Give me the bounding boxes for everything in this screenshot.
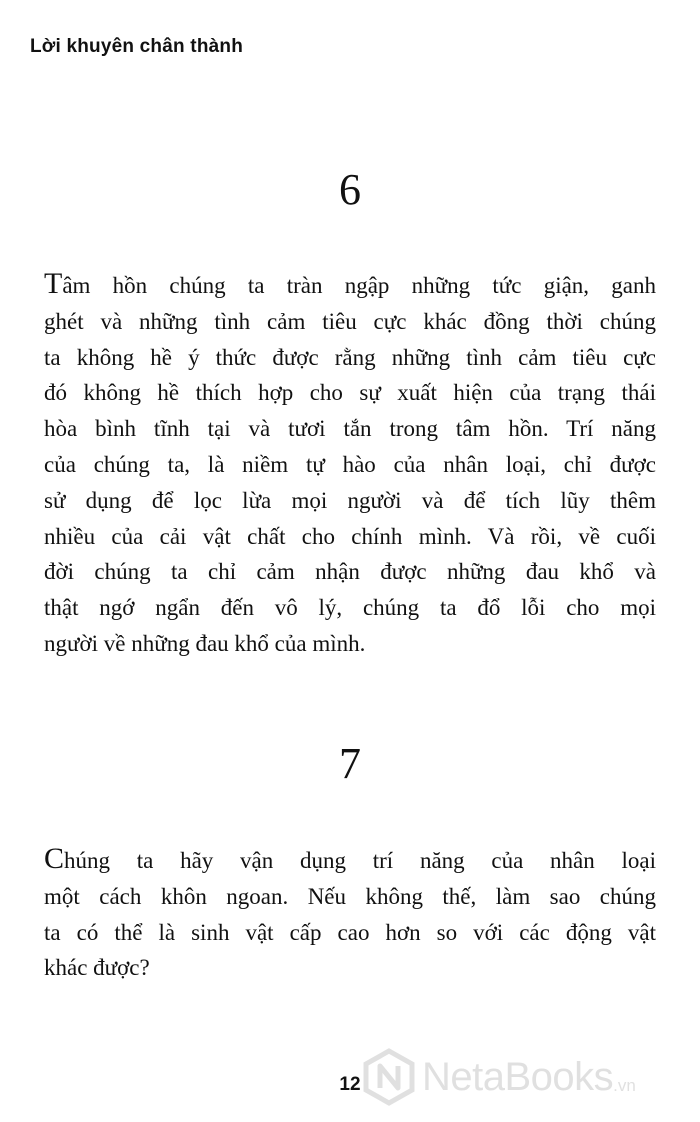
watermark (360, 1048, 636, 1106)
section-6-line: của chúng ta, là niềm tự hào của nhân loại, chỉ được (44, 451, 656, 477)
netabooks-logo-icon (360, 1048, 418, 1106)
section-6-line: sử dụng để lọc lừa mọi người và để tích lũy thêm (44, 487, 656, 513)
section-6-line: ta không hề ý thức được rằng những tình cảm tiêu cực (44, 344, 656, 370)
watermark-text: NetaBooks (422, 1054, 614, 1099)
section-6-line: người về những đau khổ của mình. (44, 630, 366, 656)
line-text: âm hồn chúng ta tràn ngập những tức giận, ganh (62, 273, 656, 298)
section-7-line: ta có thể là sinh vật cấp cao hơn so với các động vật (44, 919, 656, 945)
section-6-line: đó không hề thích hợp cho sự xuất hiện của trạng thái (44, 380, 656, 406)
section-7-line (44, 843, 656, 879)
running-header: Lời khuyên chân thành (30, 36, 244, 57)
section-number-7: 7 (339, 739, 361, 788)
watermark-suffix: .vn (613, 1076, 636, 1095)
section-6-line: ghét và những tình cảm tiêu cực khác đồng thời chúng (44, 308, 656, 334)
line-text: húng ta hãy vận dụng trí năng của nhân loại (64, 848, 656, 873)
section-6-line: hòa bình tĩnh tại và tươi tắn trong tâm hồn. Trí năng (44, 416, 656, 442)
section-number-6: 6 (339, 165, 361, 214)
section-6-line: đời chúng ta chỉ cảm nhận được những đau khổ và (44, 559, 656, 585)
dropcap: T (44, 267, 63, 300)
page-number: 12 (339, 1074, 361, 1095)
section-6-body (44, 268, 656, 662)
dropcap: C (44, 842, 65, 875)
section-7-body (44, 843, 656, 986)
section-6-line: nhiều của cải vật chất cho chính mình. Và rồi, về cuối (44, 523, 656, 549)
section-7-line: khác được? (44, 955, 150, 981)
section-6-line (44, 268, 656, 304)
section-6-line: thật ngớ ngẩn đến vô lý, chúng ta đổ lỗi cho mọi (44, 595, 656, 621)
section-7-line: một cách khôn ngoan. Nếu không thế, làm sao chúng (44, 883, 656, 909)
